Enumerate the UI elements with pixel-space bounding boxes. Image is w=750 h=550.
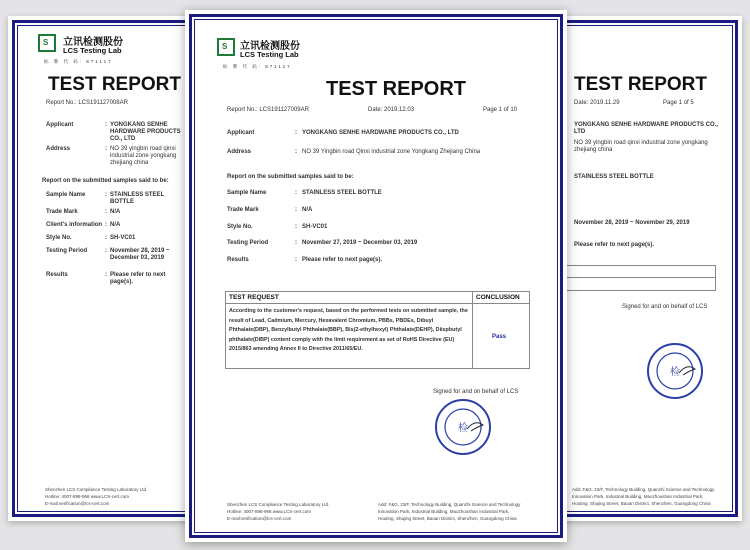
report-number: Report No.: LCS191127008AR	[46, 100, 128, 106]
colon: :	[295, 190, 297, 196]
test-request-text: According to the customer's request, based on the performed tests on submitted sample, the result of Lead, Cadmium, Mercury, Hexavalent Chromium, PBBs, PBDEs, Dibuyl Phthalate(DBP), Benzylbutyl Phthalate(BBP), Bis(2-ethylhexyl) Phthalate(DEHP), Diispbutyl phthalate(DIBP) content comply with the limit requirement as set of RoHS Directive (EU) 2015/863 amending Annex II to Directive 2011/65/EU.	[229, 308, 468, 353]
testing-period-value: November 27, 2019 ~ December 03, 2019	[302, 240, 418, 246]
logo-code: 标 牌 代 码: 871117	[44, 59, 113, 64]
lcs-seal-stamp	[433, 397, 493, 457]
report-title: TEST REPORT	[574, 74, 708, 95]
address-value: NO 39 yingbin road qinxi industrial zone yongkang zhejiang china	[110, 146, 177, 166]
results-value: Please refer to next page(s).	[110, 272, 166, 285]
table-row-divider	[226, 303, 529, 304]
footer-address	[378, 501, 520, 522]
svg-text:检: 检	[670, 367, 680, 378]
report-page: Page 1 of 5	[663, 100, 694, 106]
report-title: TEST REPORT	[326, 78, 467, 100]
colon: :	[295, 207, 297, 213]
footer-line: Innovation Park, Industrial Building, Maozhoushan Industrial Park,	[572, 494, 704, 499]
applicant-value: YONGKANG SENHE HARDWARE PRODUCTS CO., LTD	[110, 122, 181, 142]
footer-line: Houting, Shajing Street, Baoan District, Shenzhen, Guangdong China	[572, 501, 711, 506]
footer-line: E-mail:verification@lcs-cert.com	[227, 516, 292, 521]
trade-mark-label: Trade Mark	[227, 207, 259, 213]
style-no-label: Style No.	[227, 224, 253, 230]
colon: :	[105, 235, 107, 241]
colon: :	[105, 272, 107, 278]
address-value: NO 39 Yingbin road Qinxi industrial zone Yongkang Zhejiang China	[302, 149, 481, 155]
colon: :	[105, 209, 107, 215]
sample-name-label: Sample Name	[46, 192, 86, 198]
signed-text: Signed for and on behalf of LCS	[622, 304, 708, 310]
report-date: Date: 2019.12.03	[368, 107, 415, 113]
conclusion-value: Pass	[492, 334, 507, 340]
colon: :	[295, 130, 297, 136]
report-title: TEST REPORT	[48, 74, 182, 95]
center-report-page	[185, 10, 567, 542]
logo-en: LCS Testing Lab	[240, 50, 299, 59]
testing-period-label: Testing Period	[46, 248, 88, 254]
style-no-label: Style No.	[46, 235, 72, 241]
svg-text:检: 检	[458, 423, 468, 434]
address-label: Address	[46, 146, 71, 152]
colon: :	[105, 248, 107, 254]
logo-code: 标 牌 代 码: 871117	[223, 64, 292, 69]
footer-line: Hotline: 4007-898-966 www.LCS-cert.com	[227, 509, 312, 514]
footer-contact	[227, 501, 329, 522]
colon: :	[295, 224, 297, 230]
applicant-value: YONGKANG SENHE HARDWARE PRODUCTS CO., LTD	[302, 130, 459, 136]
lcs-seal-stamp	[645, 341, 705, 401]
logo-cn: 立讯检测股份	[63, 37, 123, 48]
address-value: NO 39 yingbin road qinxi industrial zone yongkang zhejiang china	[574, 140, 708, 153]
test-request-header: TEST REQUEST	[229, 294, 279, 301]
lcs-logo-icon: S	[38, 34, 56, 52]
report-on-heading: Report on the submitted samples said to be:	[42, 178, 169, 184]
test-request-table	[225, 291, 530, 369]
testing-period-label: Testing Period	[227, 240, 269, 246]
colon: :	[105, 222, 107, 228]
footer-line: Add: F&G, 23/F, Technology Building, Quanzhi Science and Technology	[378, 502, 521, 507]
footer-line: Add: F&G, 23/F, Technology Building, Quanzhi Science and Technology	[572, 487, 715, 492]
applicant-label: Applicant	[46, 122, 74, 128]
sample-name-value: STAINLESS STEEL BOTTLE	[574, 174, 654, 180]
sample-name-value: STAINLESS STEEL BOTTLE	[302, 190, 382, 196]
trade-mark-label: Trade Mark	[46, 209, 78, 215]
footer-line: E-mail:verification@lcs-cert.com	[45, 501, 110, 506]
footer-contact	[45, 486, 147, 507]
footer-line: Innovation Park, Industrial Building, Maozhoushan Industrial Park,	[378, 509, 510, 514]
footer-line: Houting, Shajing Street, Baoan District, Shenzhen, Guangdong China	[378, 516, 517, 521]
applicant-label: Applicant	[227, 130, 255, 136]
style-no-value: SH-VC01	[110, 235, 136, 241]
address-label: Address	[227, 149, 252, 155]
logo-en: LCS Testing Lab	[63, 46, 122, 55]
trade-mark-value: N/A	[110, 209, 121, 215]
report-page: Page 1 of 10	[483, 107, 518, 113]
report-date: Date: 2019.11.29	[574, 100, 620, 106]
style-no-value: SH-VC01	[302, 224, 328, 230]
results-label: Results	[227, 257, 249, 263]
lcs-logo-icon: S	[217, 38, 235, 56]
colon: :	[105, 122, 107, 128]
sample-name-label: Sample Name	[227, 190, 267, 196]
conclusion-header: CONCLUSION	[476, 294, 520, 301]
client-info-value: N/A	[110, 222, 121, 228]
results-value: Please refer to next page(s).	[574, 242, 655, 248]
colon: :	[295, 240, 297, 246]
report-on-heading: Report on the submitted samples said to be:	[227, 174, 354, 180]
colon: :	[295, 149, 297, 155]
testing-period-value: November 28, 2019 ~ December 03, 2019	[110, 248, 170, 261]
signed-text: Signed for and on behalf of LCS	[433, 389, 519, 395]
logo-cn: 立讯检测股份	[240, 41, 300, 52]
trade-mark-value: N/A	[302, 207, 313, 213]
footer-line: Shenzhen LCS Compliance Testing Laboratory Ltd.	[227, 502, 330, 507]
results-label: Results	[46, 272, 68, 278]
applicant-value: YONGKANG SENHE HARDWARE PRODUCTS CO., LTD	[574, 122, 719, 135]
results-value: Please refer to next page(s).	[302, 257, 383, 263]
testing-period-value: November 28, 2019 ~ November 29, 2019	[574, 220, 690, 226]
report-number: Report No.: LCS191127009AR	[227, 107, 309, 113]
colon: :	[105, 146, 107, 152]
client-info-label: Client's information	[46, 222, 103, 228]
colon: :	[295, 257, 297, 263]
colon: :	[105, 192, 107, 198]
sample-name-value: STAINLESS STEEL BOTTLE	[110, 192, 165, 205]
footer-address	[572, 486, 714, 507]
footer-line: Shenzhen LCS Compliance Testing Laboratory Ltd.	[45, 487, 148, 492]
footer-line: Hotline: 4007-898-966 www.LCS-cert.com	[45, 494, 130, 499]
